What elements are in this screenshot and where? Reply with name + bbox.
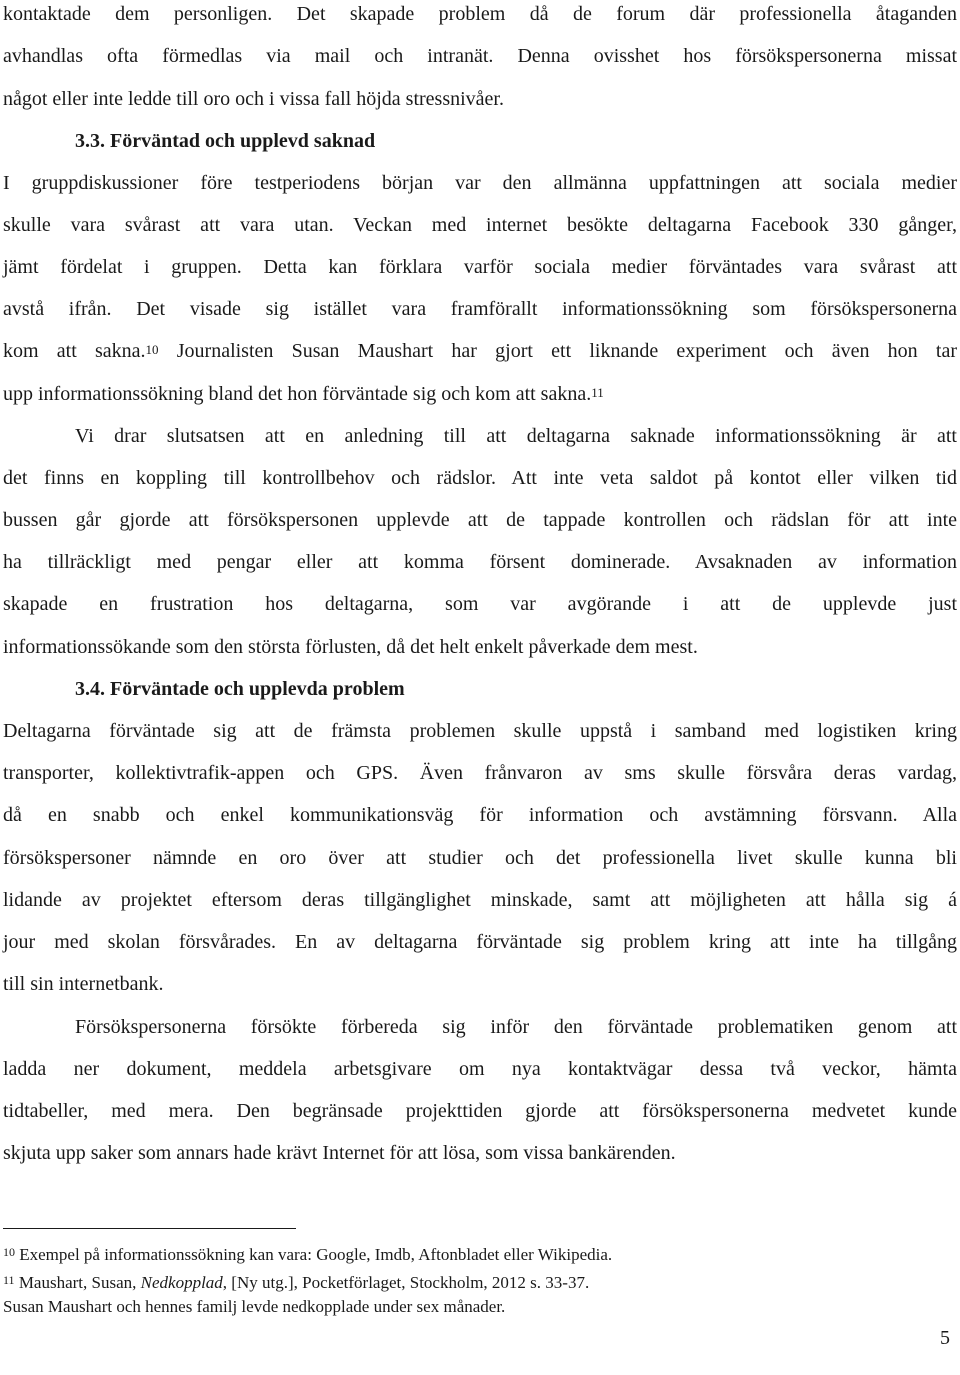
body-text-line: lidande av projektet eftersom deras tillgänglighet minskade, samt att möjligheten att hålla sig á xyxy=(3,889,957,911)
body-text-line: jämt fördelat i gruppen. Detta kan förklara varför sociala medier förväntades vara svårast att xyxy=(3,256,957,278)
body-text-line: skapade en frustration hos deltagarna, som var avgörande i att de upplevde just xyxy=(3,593,957,615)
body-text-line: avstå ifrån. Det visade sig istället vara framförallt informationssökning som försökspersonerna xyxy=(3,298,957,320)
body-text-line: skulle vara svårast att vara utan. Veckan med internet besökte deltagarna Facebook 330 gånger, xyxy=(3,214,957,236)
body-text-line: Försökspersonerna försökte förbereda sig inför den förväntade problematiken genom att xyxy=(75,1016,957,1038)
footnote-number: 11 xyxy=(3,1273,15,1287)
body-text-line: informationssökande som den största förlusten, då det helt enkelt påverkade dem mest. xyxy=(3,636,698,658)
body-text-line: ladda ner dokument, meddela arbetsgivare om nya kontaktvägar dessa två veckor, hämta xyxy=(3,1058,957,1080)
footnote-number: 10 xyxy=(3,1245,15,1259)
footnote-separator xyxy=(3,1228,296,1229)
section-heading-3-4: 3.4. Förväntade och upplevda problem xyxy=(75,678,405,700)
footnote-11-continuation: Susan Maushart och hennes familj levde nedkopplade under sex månader. xyxy=(3,1297,506,1316)
footnote-10 xyxy=(3,1244,612,1266)
body-text-line xyxy=(3,338,957,364)
body-text-line: transporter, kollektivtrafik-appen och GPS. Även frånvaron av sms skulle försvåra deras vardag, xyxy=(3,762,957,784)
body-text-line: tidtabeller, med mera. Den begränsade projekttiden gjorde att försökspersonerna medvetet kunde xyxy=(3,1100,957,1122)
body-text-line: avhandlas ofta förmedlas via mail och intranät. Denna ovisshet hos försökspersonerna missat xyxy=(3,45,957,67)
body-text-line: bussen går gjorde att försökspersonen upplevde att de tappade kontrollen och rädslan för att inte xyxy=(3,509,957,531)
section-heading-3-3: 3.3. Förväntad och upplevd saknad xyxy=(75,130,376,152)
footnote-text: , [Ny utg.], Pocketförlaget, Stockholm, 2012 s. 33-37. xyxy=(222,1273,590,1292)
body-text-line: I gruppdiskussioner före testperiodens början var den allmänna uppfattningen att sociala medier xyxy=(3,172,957,194)
book-title: Nedkopplad xyxy=(140,1273,223,1292)
text-segment: Journalisten Susan Maushart har gjort ett liknande experiment och även hon tar xyxy=(158,340,957,362)
body-text-line: försökspersoner nämnde en oro över att studier och det professionella livet skulle kunna bli xyxy=(3,847,957,869)
body-text-line: Deltagarna förväntade sig att de främsta problemen skulle uppstå i samband med logistiken kring xyxy=(3,720,957,742)
body-text-line: då en snabb och enkel kommunikationsväg för information och avstämning försvann. Alla xyxy=(3,804,957,826)
body-text-line: något eller inte ledde till oro och i vissa fall höjda stressnivåer. xyxy=(3,88,504,110)
body-text-line: skjuta upp saker som annars hade krävt Internet för att lösa, som vissa bankärenden. xyxy=(3,1142,676,1164)
body-text-line: jour med skolan försvårades. En av deltagarna förväntade sig problem kring att inte ha tillgång xyxy=(3,931,957,953)
footnote-text: Maushart, Susan, xyxy=(14,1273,141,1292)
page-number: 5 xyxy=(940,1327,950,1349)
body-text-line xyxy=(3,381,604,407)
body-text-line: ha tillräckligt med pengar eller att komma försent dominerade. Avsaknaden av information xyxy=(3,551,957,573)
body-text-line: kontaktade dem personligen. Det skapade problem då de forum där professionella åtaganden xyxy=(3,3,957,25)
text-segment: kom att sakna. xyxy=(3,340,146,362)
body-text-line: Vi drar slutsatsen att en anledning till att deltagarna saknade informationssökning är att xyxy=(75,425,957,447)
body-text-line: det finns en koppling till kontrollbehov och rädslor. Att inte veta saldot på kontot eller vilken tid xyxy=(3,467,957,489)
footnote-ref-10[interactable]: 10 xyxy=(145,342,159,357)
footnote-ref-11[interactable]: 11 xyxy=(591,385,604,400)
body-text-line: till sin internetbank. xyxy=(3,973,164,995)
footnote-11 xyxy=(3,1272,589,1294)
footnote-text: Exempel på informationssökning kan vara: Google, Imdb, Aftonbladet eller Wikipedia. xyxy=(15,1245,613,1264)
text-segment: upp informationssökning bland det hon förväntade sig och kom att sakna. xyxy=(3,383,592,405)
